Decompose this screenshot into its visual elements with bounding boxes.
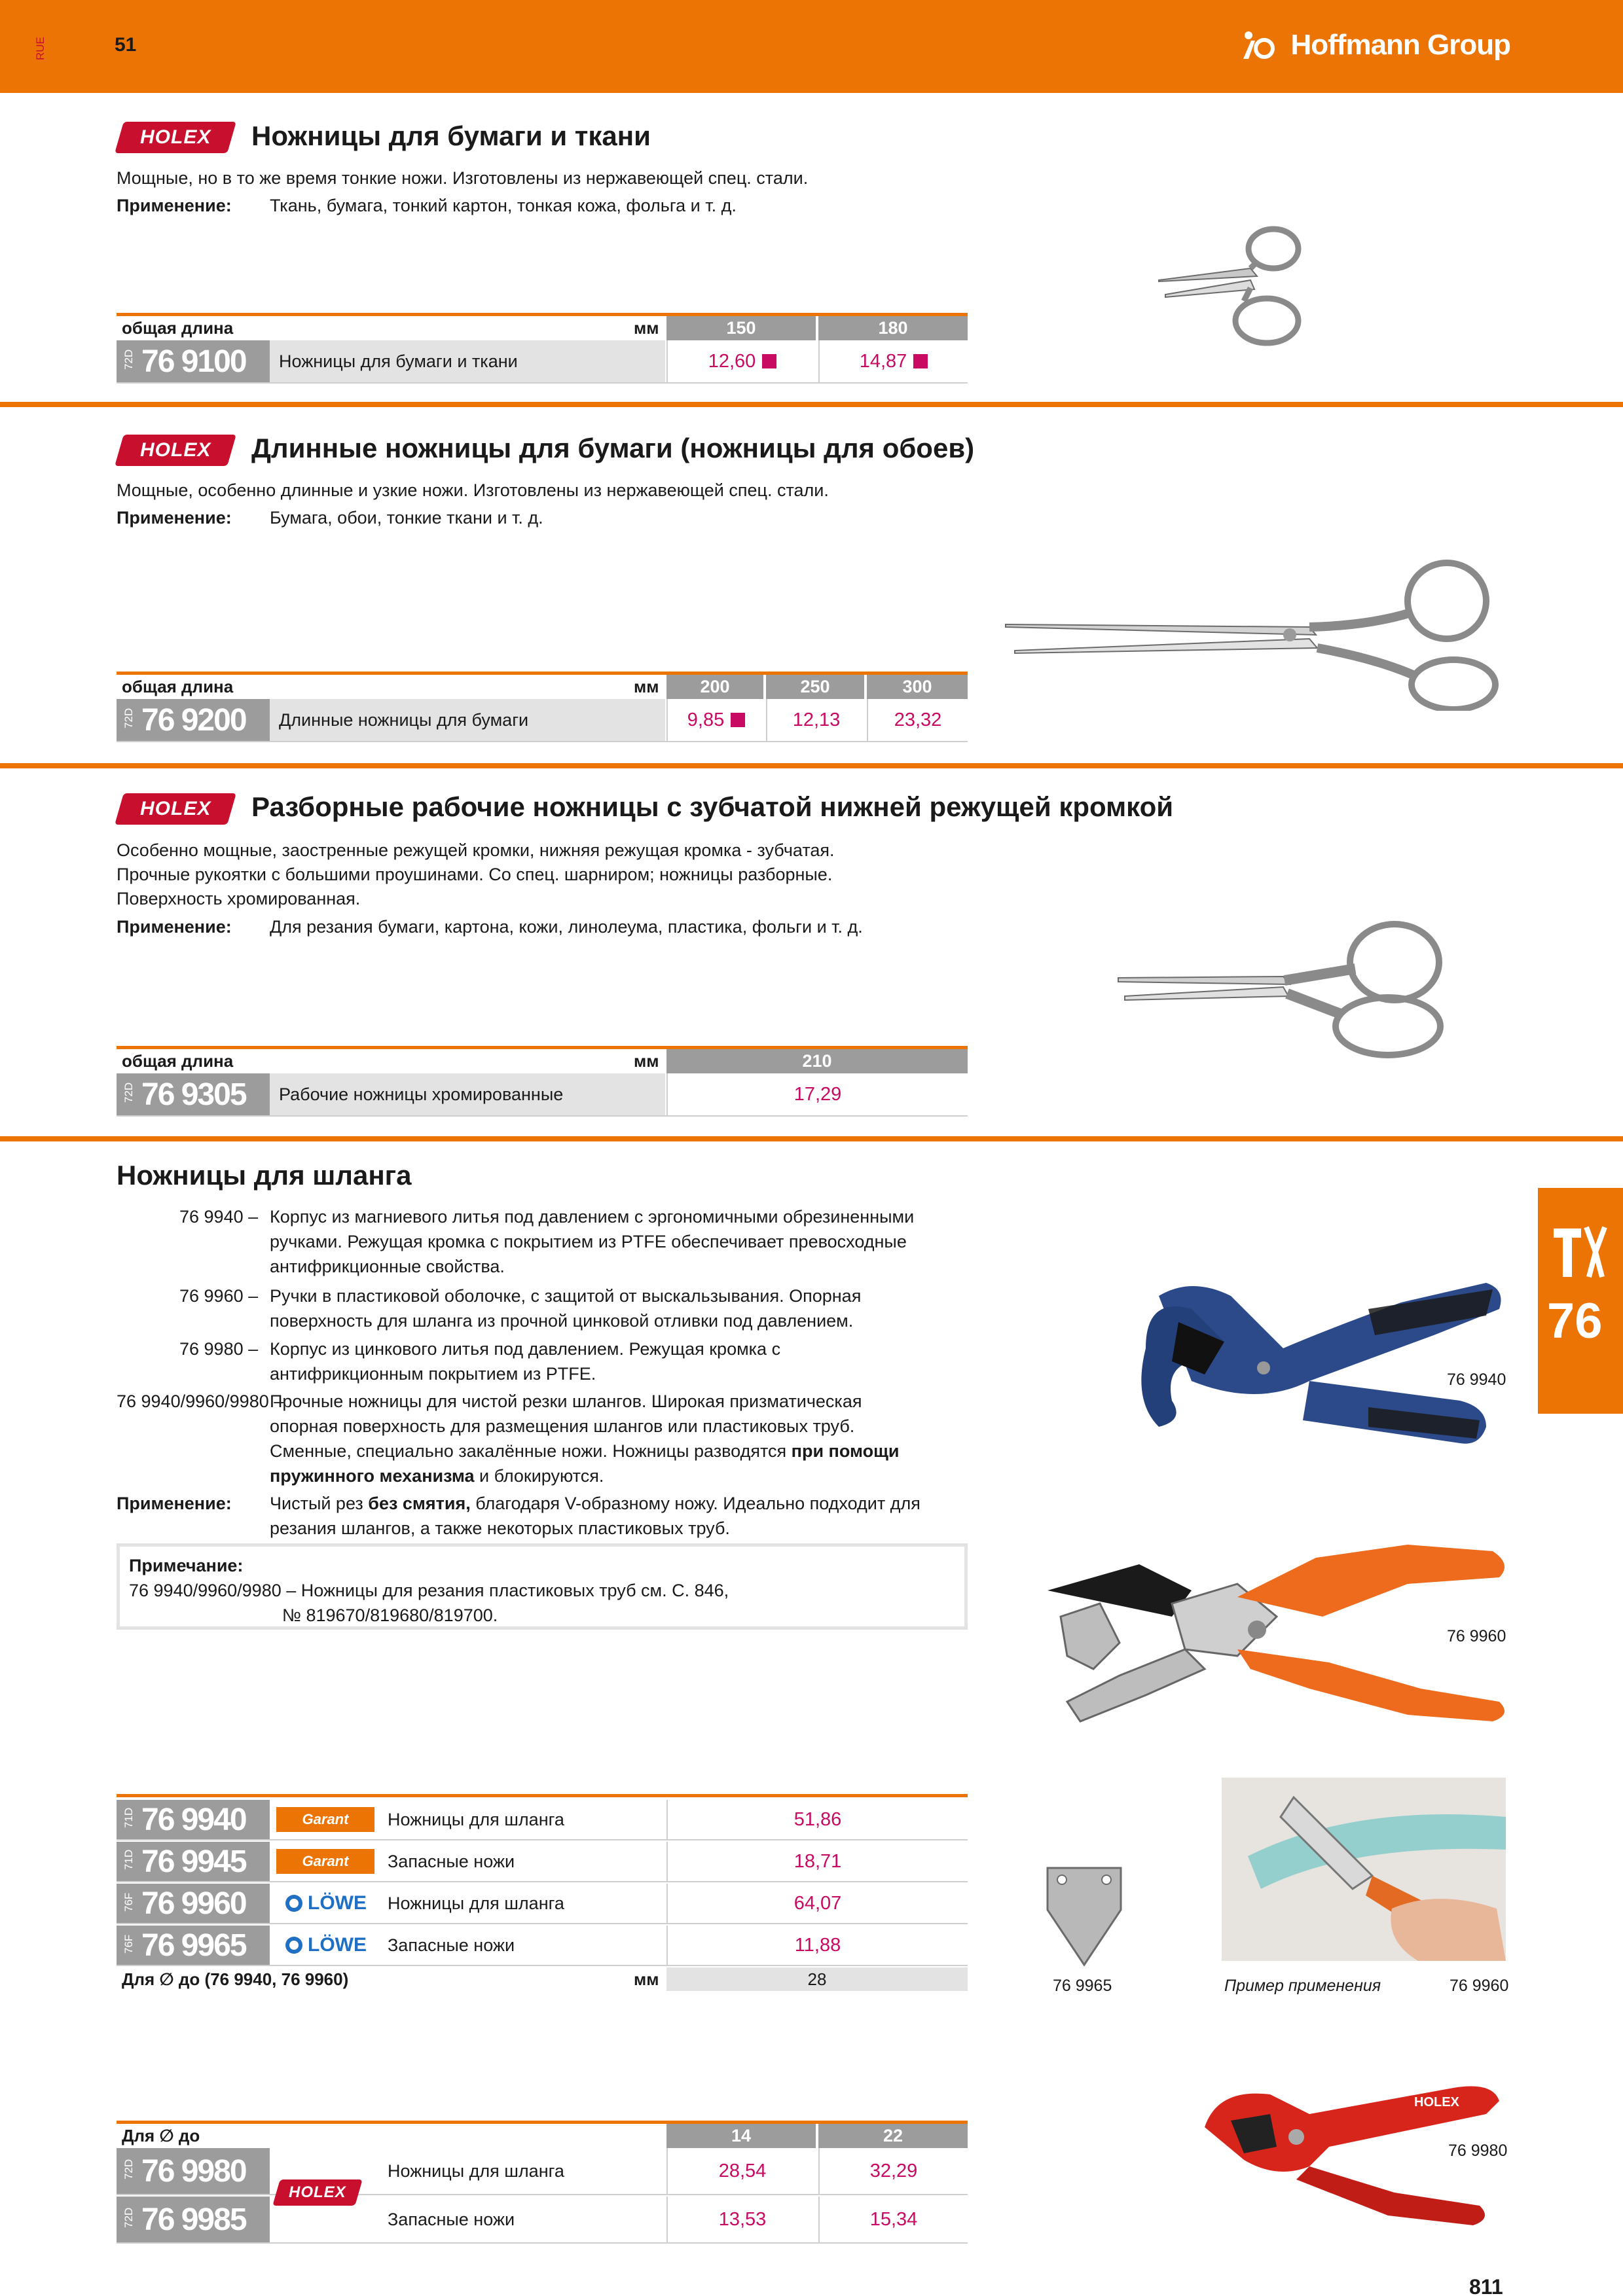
price-cell: 51,86 [666, 1800, 968, 1839]
article-code: 72D 76 9100 [117, 340, 270, 382]
product-row[interactable] [117, 1926, 968, 1966]
application-label: Применение: [117, 1494, 232, 1513]
item-code: 76 9960 – [179, 1286, 259, 1306]
footer-page-number: 811 [1469, 2275, 1503, 2296]
article-code: 76F 76 9960 [117, 1884, 270, 1923]
image-caption: 76 9960 [1450, 1977, 1509, 1995]
price-cell: 32,29 [818, 2148, 968, 2194]
article-code: 72D 76 9985 [117, 2197, 270, 2242]
note-text: № 819670/819680/819700. [282, 1605, 498, 1625]
size-cell: 210 [666, 1046, 968, 1073]
item-text: ручками. Режущая кромка с покрытием из PTFE обеспечивает превосходные [270, 1232, 907, 1251]
price-cell: 15,34 [818, 2197, 968, 2242]
holex-logo: HOLEX [115, 793, 236, 825]
product-name: Ножницы для шланга [388, 2161, 564, 2181]
article-code: 76F 76 9965 [117, 1926, 270, 1965]
application-text: Для резания бумаги, картона, кожи, линолеума, пластика, фольги и т. д. [270, 917, 863, 937]
section-title: Длинные ножницы для бумаги (ножницы для обоев) [251, 433, 975, 463]
unit-label: мм [634, 1051, 659, 1071]
item-code: 76 9940/9960/9980 – [117, 1391, 284, 1411]
tool-engraving: HOLEX [1414, 2095, 1459, 2109]
item-code: 76 9980 – [179, 1339, 259, 1359]
size-cell: 150 [666, 313, 816, 340]
application-text: Бумага, обои, тонкие ткани и т. д. [270, 508, 543, 528]
item-code: 76 9940 – [179, 1207, 259, 1227]
product-name: Запасные ножи [388, 1935, 515, 1955]
application-text: Чистый рез без смятия, благодаря V-образному ножу. Идеально подходит для [270, 1494, 921, 1513]
section-description: Мощные, но в то же время тонкие ножи. Изготовлены из нержавеющей спец. стали. [117, 168, 809, 188]
note-title: Примечание: [129, 1556, 244, 1575]
note-box [117, 1543, 968, 1630]
lowe-emblem-icon [284, 1893, 304, 1913]
item-text: Ручки в пластиковой оболочке, с защитой от выскальзывания. Опорная [270, 1286, 862, 1306]
item-text: поверхность для шланга из прочной цинковой отливки под давлением. [270, 1311, 854, 1331]
price-marker-icon [913, 354, 928, 368]
size-cell: 180 [818, 313, 968, 340]
item-text: антифрикционным покрытием из PTFE. [270, 1364, 596, 1384]
price-cell: 14,87 [818, 340, 968, 382]
image-caption: Пример применения [1224, 1977, 1381, 1995]
paper-scissors-image [1152, 216, 1309, 353]
product-row[interactable] [117, 340, 968, 384]
product-row[interactable] [117, 1073, 968, 1117]
language-code: RUE [34, 37, 46, 60]
diameter-label: Для ∅ до [122, 2126, 200, 2145]
chapter-number: 76 [1547, 1293, 1603, 1349]
holex-logo: HOLEX [115, 122, 236, 153]
item-text: антифрикционные свойства. [270, 1257, 505, 1276]
scissors-chapter-icon [1551, 1221, 1610, 1280]
section-title: Ножницы для шланга [117, 1160, 412, 1191]
unit-label: мм [634, 1969, 659, 1989]
section-separator [0, 763, 1623, 768]
item-text: Прочные ножницы для чистой резки шлангов. Широкая призматическая [270, 1391, 862, 1411]
holex-logo: HOLEX [115, 435, 236, 466]
size-cell: 250 [766, 672, 864, 699]
spare-blade-image [1044, 1864, 1125, 1969]
product-row[interactable] [117, 2148, 968, 2195]
section-title: Разборные рабочие ножницы с зубчатой нижней режущей кромкой [251, 791, 1174, 822]
product-row[interactable] [117, 1800, 968, 1840]
size-header [117, 313, 968, 340]
item-text: пружинного механизма и блокируются. [270, 1466, 604, 1486]
size-cell: 14 [666, 2121, 816, 2148]
price-cell: 28,54 [666, 2148, 817, 2194]
article-code: 71D 76 9945 [117, 1842, 270, 1881]
price-cell: 23,32 [867, 699, 968, 741]
product-name: Ножницы для шланга [388, 1893, 564, 1913]
product-name: Запасные ножи [388, 1851, 515, 1871]
hoffmann-logo[interactable] [1242, 29, 1510, 62]
product-name: Ножницы для бумаги и ткани [270, 340, 665, 382]
price-cell: 12,60 [666, 340, 817, 382]
application-label: Применение: [117, 196, 232, 215]
work-scissors-image [1113, 916, 1467, 1067]
chapter-tab[interactable] [1538, 1188, 1623, 1414]
section-description: Поверхность хромированная. [117, 889, 361, 908]
size-header [117, 2121, 968, 2148]
item-text: опорная поверхность для размещения шлангов или пластиковых труб. [270, 1416, 855, 1436]
price-cell: 9,85 [666, 699, 765, 741]
diameter-label: Для ∅ до (76 9940, 76 9960) [122, 1969, 349, 1989]
note-text: 76 9940/9960/9980 – Ножницы для резания пластиковых труб см. С. 846, [129, 1581, 729, 1600]
section-description: Мощные, особенно длинные и узкие ножи. Изготовлены из нержавеющей спец. стали. [117, 480, 829, 500]
article-code: 71D 76 9940 [117, 1800, 270, 1839]
product-name: Запасные ножи [388, 2209, 515, 2229]
lowe-logo: LÖWE [270, 1884, 381, 1923]
garant-logo: Garant [270, 1800, 381, 1839]
section-separator [0, 1136, 1623, 1141]
product-row[interactable] [117, 699, 968, 742]
holex-logo: HOLEX [272, 2179, 362, 2206]
usage-example-image [1222, 1778, 1506, 1961]
article-code: 72D 76 9200 [117, 699, 270, 741]
size-header [117, 1046, 968, 1073]
price-cell: 13,53 [666, 2197, 817, 2242]
table-top-rule [117, 1794, 968, 1797]
price-cell: 11,88 [666, 1926, 968, 1965]
size-cell: 200 [666, 672, 763, 699]
brand-name: Hoffmann Group [1290, 29, 1510, 61]
price-cell: 12,13 [766, 699, 866, 741]
section-title: Ножницы для бумаги и ткани [251, 120, 651, 151]
price-cell: 64,07 [666, 1884, 968, 1923]
length-label: общая длина [122, 318, 234, 338]
unit-label: мм [634, 318, 659, 338]
unit-label: мм [634, 677, 659, 696]
product-row[interactable] [117, 1884, 968, 1924]
page-number: 51 [115, 34, 137, 56]
item-text: Сменные, специально закалённые ножи. Ножницы разводятся при помощи [270, 1441, 900, 1461]
image-caption: 76 9980 [1448, 2142, 1508, 2160]
application-label: Применение: [117, 508, 232, 528]
size-header [117, 672, 968, 699]
diameter-row [117, 1967, 968, 1991]
diameter-value: 28 [666, 1967, 968, 1991]
application-text: резания шлангов, а также некоторых пластиковых труб. [270, 1518, 730, 1538]
size-cell: 22 [818, 2121, 968, 2148]
image-caption: 76 9960 [1447, 1627, 1506, 1645]
hoffmann-emblem-icon [1242, 30, 1284, 60]
price-marker-icon [762, 354, 776, 368]
article-code: 72D 76 9305 [117, 1073, 270, 1115]
application-label: Применение: [117, 917, 232, 937]
product-row[interactable] [117, 2197, 968, 2244]
product-row[interactable] [117, 1842, 968, 1882]
image-caption: 76 9965 [1053, 1977, 1112, 1995]
section-description: Прочные рукоятки с большими проушинами. Со спец. шарниром; ножницы разборные. [117, 865, 833, 884]
garant-logo: Garant [270, 1842, 381, 1881]
article-code: 72D 76 9980 [117, 2148, 270, 2194]
lowe-emblem-icon [284, 1935, 304, 1955]
length-label: общая длина [122, 677, 234, 696]
application-text: Ткань, бумага, тонкий картон, тонкая кожа, фольга и т. д. [270, 196, 737, 215]
wallpaper-scissors-image [1002, 554, 1512, 711]
price-cell: 18,71 [666, 1842, 968, 1881]
product-name: Длинные ножницы для бумаги [270, 699, 665, 741]
price-marker-icon [731, 713, 745, 727]
product-name: Ножницы для шланга [388, 1809, 564, 1829]
item-text: Корпус из цинкового литья под давлением. Режущая кромка с [270, 1339, 781, 1359]
section-description: Особенно мощные, заостренные режущей кромки, нижняя режущая кромка - зубчатая. [117, 840, 835, 860]
item-text: Корпус из магниевого литья под давлением с эргономичными обрезиненными [270, 1207, 915, 1227]
size-cell: 300 [867, 672, 968, 699]
product-name: Рабочие ножницы хромированные [270, 1073, 665, 1115]
section-separator [0, 402, 1623, 407]
price-cell: 17,29 [666, 1073, 968, 1115]
length-label: общая длина [122, 1051, 234, 1071]
image-caption: 76 9940 [1447, 1371, 1506, 1389]
lowe-logo: LÖWE [270, 1926, 381, 1965]
